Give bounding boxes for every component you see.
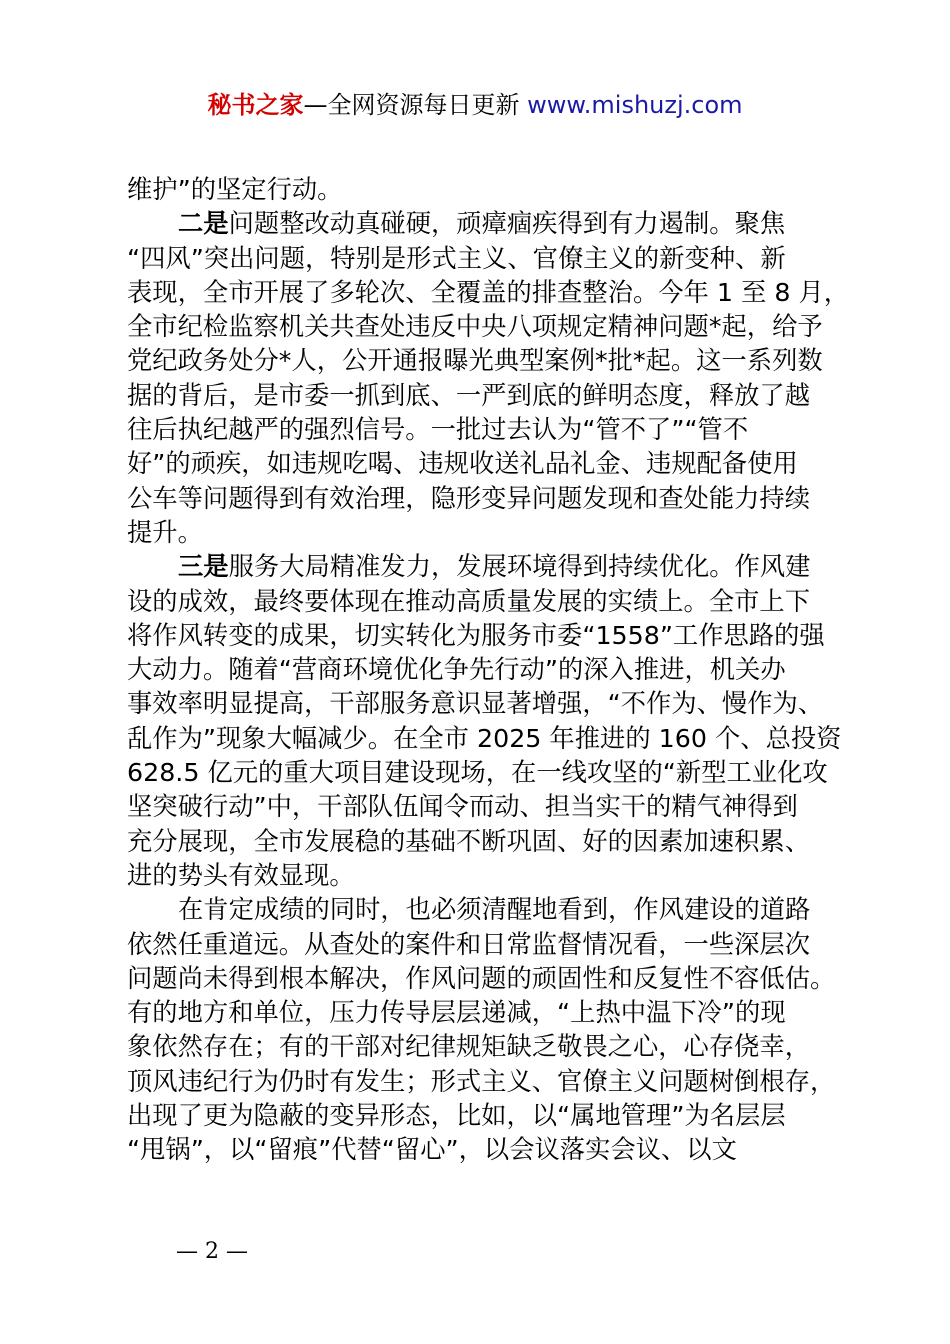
- site-tagline: —全网资源每日更新: [303, 91, 528, 119]
- text-line: 表现，全市开展了多轮次、全覆盖的排查整治。今年 1 至 8 月，: [127, 277, 850, 307]
- page-number: — 2 —: [176, 1239, 248, 1264]
- text-line: “四风”突出问题，特别是形式主义、官僚主义的新变种、新: [127, 243, 786, 273]
- document-body: [127, 173, 850, 1168]
- text-line: 公车等问题得到有效治理，隐形变异问题发现和查处能力持续: [127, 483, 811, 513]
- text-line: 将作风转变的成果，切实转化为服务市委“1558”工作思路的强: [127, 620, 825, 650]
- text-line: 进的势头有效显现。: [127, 860, 355, 890]
- text-line: 全市纪检监察机关共查处违反中央八项规定精神问题*起，给予: [127, 312, 823, 342]
- text-line: 有的地方和单位，压力传导层层递减，“上热中温下冷”的现: [127, 998, 786, 1028]
- text-line: 坚突破行动”中，干部队伍闻令而动、担当实干的精气神得到: [127, 792, 798, 822]
- paragraph-start-line: 三是服务大局精准发力，发展环境得到持续优化。作风建: [178, 552, 811, 582]
- text-line: 出现了更为隐蔽的变异形态，比如，以“属地管理”为名层层: [127, 1101, 786, 1131]
- text-line: 往后执纪越严的强烈信号。一批过去认为“管不了”“管不: [127, 415, 749, 445]
- text-line: 好”的顽疾，如违规吃喝、违规收送礼品礼金、违规配备使用: [127, 449, 798, 479]
- text-line: 问题尚未得到根本解决，作风问题的顽固性和反复性不容低估。: [127, 963, 836, 993]
- text-line: 据的背后，是市委一抓到底、一严到底的鲜明态度，释放了越: [127, 380, 811, 410]
- site-header: [0, 88, 950, 122]
- site-url-link[interactable]: www.mishuzj.com: [527, 91, 743, 119]
- text-line: 提升。: [127, 517, 203, 547]
- text-line: “甩锅”，以“留痕”代替“留心”，以会议落实会议、以文: [127, 1135, 737, 1165]
- paragraph-start-line: 在肯定成绩的同时，也必须清醒地看到，作风建设的道路: [178, 895, 811, 925]
- text-line: 事效率明显提高，干部服务意识显著增强，“不作为、慢作为、: [127, 689, 824, 719]
- site-brand: 秘书之家: [207, 91, 304, 119]
- text-line: 628.5 亿元的重大项目建设现场，在一线攻坚的“新型工业化攻: [127, 758, 828, 788]
- paragraph-lead: 三是: [178, 552, 229, 582]
- text-line: 乱作为”现象大幅减少。在全市 2025 年推进的 160 个、总投资: [127, 723, 842, 753]
- text-line: 象依然存在；有的干部对纪律规矩缺乏敬畏之心，心存侥幸，: [127, 1032, 811, 1062]
- paragraph-lead: 二是: [178, 209, 229, 239]
- text-line: 顶风违纪行为仍时有发生；形式主义、官僚主义问题树倒根存，: [127, 1066, 836, 1096]
- paragraph-start-line: 二是问题整改动真碰硬，顽瘴痼疾得到有力遏制。聚焦: [178, 209, 786, 239]
- text-line: 依然任重道远。从查处的案件和日常监督情况看，一些深层次: [127, 929, 811, 959]
- text-line: 维护”的坚定行动。: [127, 175, 343, 204]
- text-line: 大动力。随着“营商环境优化争先行动”的深入推进，机关办: [127, 655, 786, 685]
- text-line: 充分展现，全市发展稳的基础不断巩固、好的因素加速积累、: [127, 826, 811, 856]
- text-line: 党纪政务处分*人，公开通报曝光典型案例*批*起。这一系列数: [127, 346, 823, 376]
- text-line: 设的成效，最终要体现在推动高质量发展的实绩上。全市上下: [127, 586, 811, 616]
